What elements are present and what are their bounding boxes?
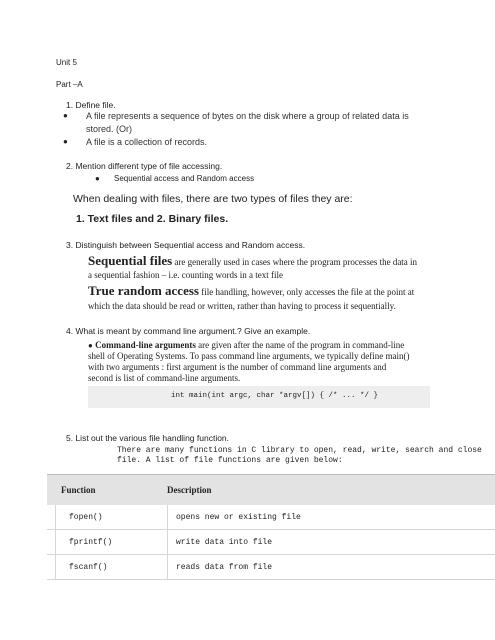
code-block (88, 386, 430, 408)
q4-l1: are given after the name of the program in command-line (198, 340, 405, 350)
bullet-icon: ● (88, 341, 93, 350)
table-row (47, 505, 495, 530)
q1-bullet-1b: stored. (Or) (86, 124, 133, 134)
table-row (47, 530, 495, 555)
q2-types: 1. Text files and 2. Binary files. (76, 213, 229, 225)
col-description-header: Description (167, 485, 212, 495)
q2-bullet: Sequential access and Random access (114, 174, 255, 183)
q4-line-1 (88, 340, 404, 350)
q3-rand-text2: which the data should be read or written, rather than having to process it sequentially. (88, 301, 396, 311)
q3-rand-text: file handling, however, only accesses the file at the point at (201, 287, 415, 297)
bullet-icon: ● (63, 137, 68, 146)
bullet-icon: ● (95, 174, 100, 183)
q3-sequential (88, 253, 417, 269)
functions-table (47, 474, 495, 580)
col-function-header: Function (61, 485, 96, 495)
q3-random (88, 283, 414, 299)
table-row (47, 555, 495, 580)
unit-label: Unit 5 (56, 58, 77, 67)
q1-bullet-2: A file is a collection of records. (86, 137, 208, 147)
code-text: int main(int argc, char *argv[]) { /* ... */ } (171, 392, 379, 400)
question-2: 2. Mention different type of file accessing. (66, 161, 223, 171)
q3-seq-text2: a sequential fashion – i.e. counting words in a text file (88, 270, 283, 280)
table-cell-description: reads data from file (167, 555, 495, 579)
question-5: 5. List out the various file handling function. (66, 433, 230, 443)
bullet-icon: ● (63, 111, 68, 120)
table-cell-description: opens new or existing file (167, 505, 495, 529)
question-4: 4. What is meant by command line argument.? Give an example. (66, 326, 311, 336)
part-label: Part –A (56, 80, 83, 89)
table-cell-description: write data into file (167, 530, 495, 554)
q4-l3: with two arguments : first argument is the number of command line arguments and (88, 362, 387, 372)
question-3: 3. Distinguish between Sequential access and Random access. (66, 240, 306, 250)
q5-intro-1: There are many functions in C library to open, read, write, search and close (117, 446, 482, 455)
q5-intro-2: file. A list of file functions are given below: (117, 456, 343, 465)
q2-line: When dealing with files, there are two types of files they are: (73, 193, 353, 205)
q3-seq-head: Sequential files (88, 253, 173, 268)
table-cell-function: fopen() (69, 512, 103, 522)
q4-l4: second is list of command-line arguments. (88, 373, 241, 383)
table-cell-function: fprintf() (69, 537, 113, 547)
q4-l2: shell of Operating Systems. To pass command line arguments, we typically define main() (88, 351, 410, 361)
q3-seq-text: are generally used in cases where the program processes the data in (174, 257, 418, 267)
q4-head: Command-line arguments (95, 340, 196, 350)
q3-rand-head: True random access (88, 283, 199, 298)
q1-bullet-1a: A file represents a sequence of bytes on the disk where a group of related data is (86, 111, 409, 121)
table-header (47, 474, 495, 505)
question-1: 1. Define file. (66, 100, 116, 110)
table-cell-function: fscanf() (69, 562, 108, 572)
